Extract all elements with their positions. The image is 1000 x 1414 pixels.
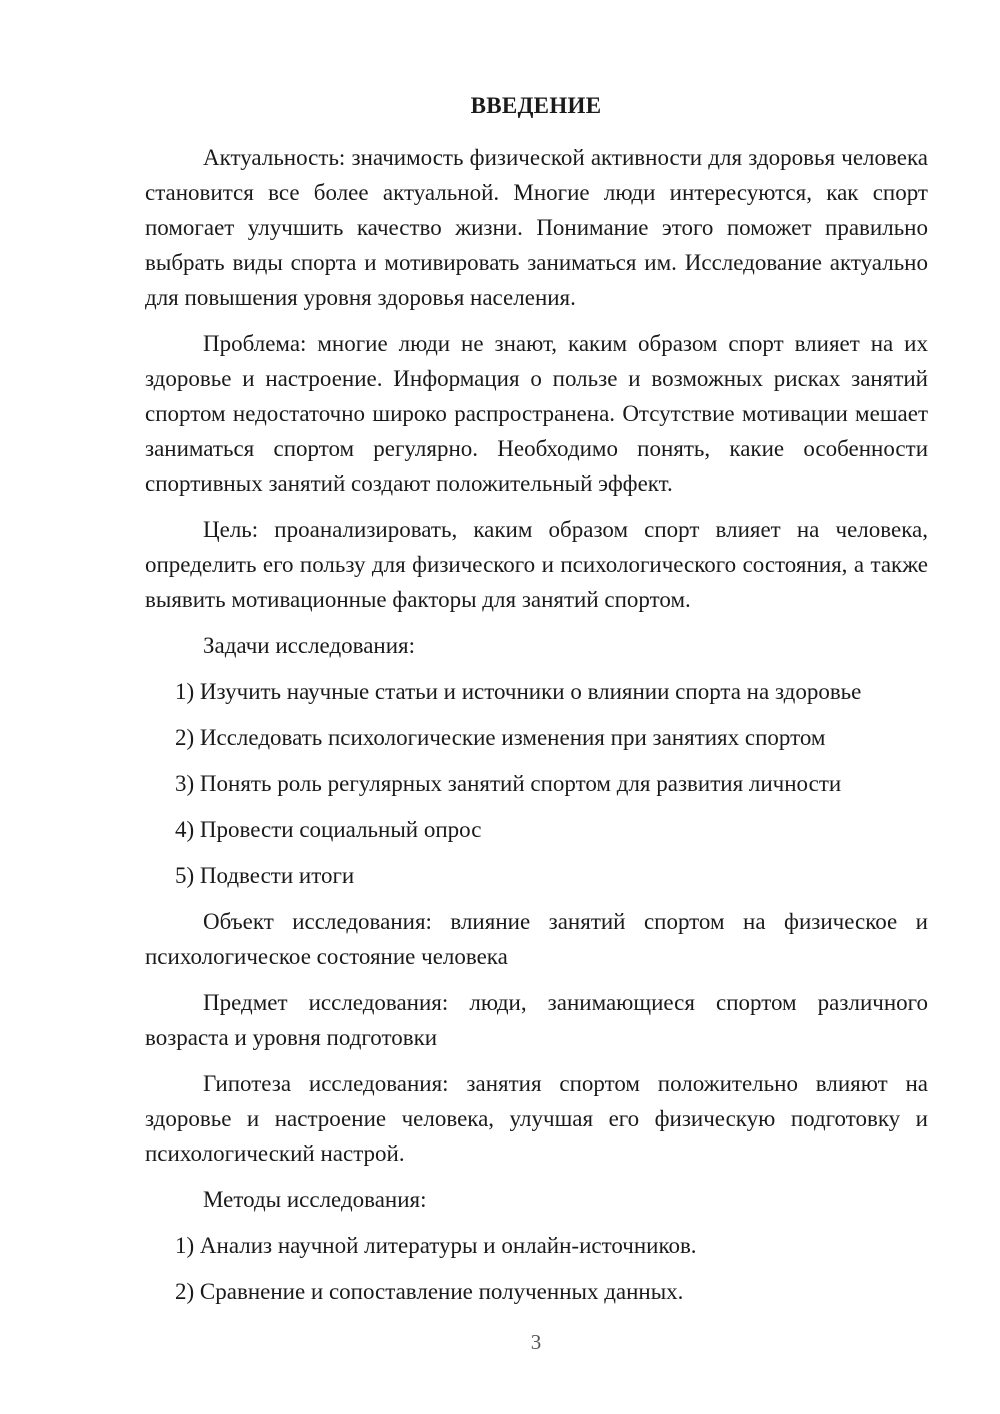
object-paragraph: Объект исследования: влияние занятий спортом на физическое и психологическое состояние человека [145, 909, 928, 969]
task-item: 4) Провести социальный опрос [175, 817, 482, 842]
page-number: 3 [530, 1330, 542, 1354]
method-item: 1) Анализ научной литературы и онлайн-источников. [175, 1233, 697, 1258]
task-item: 5) Подвести итоги [175, 863, 355, 888]
page-title: ВВЕДЕНИЕ [470, 93, 602, 118]
subject-paragraph: Предмет исследования: люди, занимающиеся спортом различного возраста и уровня подготовки [145, 990, 928, 1050]
task-item: 2) Исследовать психологические изменения при занятиях спортом [175, 725, 826, 750]
tasks-heading: Задачи исследования: [203, 633, 416, 658]
task-item: 3) Понять роль регулярных занятий спортом для развития личности [175, 771, 842, 796]
problem-paragraph: Проблема: многие люди не знают, каким образом спорт влияет на их здоровье и настроение. Информация о пользе и возможных рисках занятий спортом недостаточно широко распространена. Отсутствие мотивации мешает заниматься спортом регулярно. Необходимо понять, какие особенности спортивных занятий создают положительный эффект. [145, 331, 928, 496]
page-body [145, 140, 928, 1320]
method-item: 2) Сравнение и сопоставление полученных данных. [175, 1279, 684, 1304]
hypothesis-paragraph: Гипотеза исследования: занятия спортом положительно влияют на здоровье и настроение человека, улучшая его физическую подготовку и психологический настрой. [145, 1071, 928, 1166]
task-item: 1) Изучить научные статьи и источники о влиянии спорта на здоровье [175, 679, 862, 704]
methods-heading: Методы исследования: [203, 1187, 427, 1212]
goal-paragraph: Цель: проанализировать, каким образом спорт влияет на человека, определить его пользу для физического и психологического состояния, а также выявить мотивационные факторы для занятий спортом. [145, 517, 928, 612]
relevance-paragraph: Актуальность: значимость физической активности для здоровья человека становится все более актуальной. Многие люди интересуются, как спорт помогает улучшить качество жизни. Понимание этого поможет правильно выбрать виды спорта и мотивировать заниматься им. Исследование актуально для повышения уровня здоровья населения. [145, 145, 928, 310]
